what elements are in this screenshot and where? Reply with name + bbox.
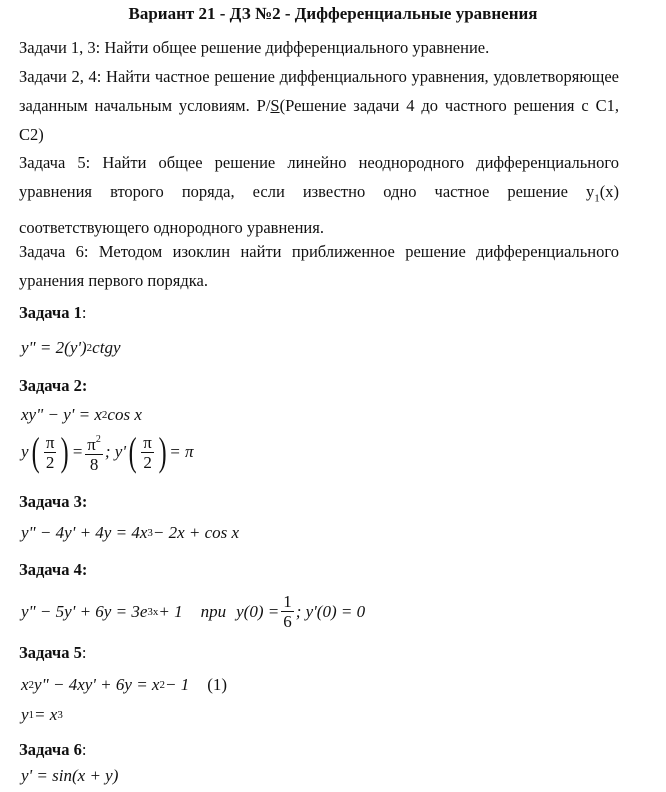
formula-part: y — [21, 442, 29, 461]
fraction-denominator: 2 — [143, 452, 152, 472]
formula-exponent: 3x — [147, 605, 159, 618]
fraction — [85, 430, 103, 474]
task-5-heading — [19, 643, 86, 663]
instruction-text: Задачи 2, 4: Найти частное решение диффенциального уравнения, удовлетворяющее заданным начальным условиям. P/ — [19, 67, 619, 115]
task-1-heading — [19, 303, 86, 323]
fraction — [281, 592, 294, 631]
task-2-conditions — [21, 430, 193, 474]
task-5-particular-solution — [21, 705, 63, 725]
task-5-equation — [21, 675, 227, 695]
paren-icon: ) — [61, 429, 70, 474]
formula-exponent: 2 — [101, 409, 108, 421]
formula-exponent: 2 — [159, 679, 165, 691]
formula-part: y" − 4xy' + 6y = x — [34, 675, 160, 694]
task-2-heading — [19, 376, 87, 396]
task-4-formula — [21, 592, 365, 631]
fraction — [141, 433, 154, 472]
formula-part: = — [71, 442, 84, 461]
formula-part: − 2x + cos x — [152, 523, 240, 542]
formula-part: ; y' — [104, 442, 126, 461]
formula-part: при — [200, 601, 227, 621]
formula-exponent: 2 — [95, 434, 101, 445]
task-label: Задача 1 — [19, 303, 82, 322]
task-6-formula — [21, 766, 118, 786]
formula-part: y" − 4y' + 4y = 4x — [21, 523, 148, 542]
task-1-formula — [21, 338, 121, 358]
paren-icon: ( — [128, 429, 137, 474]
formula-exponent: 3 — [147, 527, 153, 539]
task-colon: : — [81, 643, 87, 662]
task-label: Задача 2: — [19, 376, 88, 395]
formula-part: ; y'(0) = 0 — [295, 601, 366, 621]
formula-part: π — [87, 435, 96, 454]
task-label: Задача 4: — [19, 560, 88, 579]
paren-icon: ) — [158, 429, 167, 474]
fraction-numerator: π — [143, 432, 152, 452]
fraction-denominator: 6 — [283, 612, 292, 631]
formula-part: y(0) = — [236, 601, 280, 621]
equation-number: (1) — [207, 675, 228, 694]
fraction-numerator: 1 — [283, 592, 292, 611]
task-label: Задача 3: — [19, 492, 88, 511]
task-label: Задача 6 — [19, 740, 82, 759]
instruction-text: (Решение задачи 4 до частного решения с С1, С2) — [19, 96, 619, 144]
formula-part: y' = sin(x + y) — [21, 766, 119, 785]
formula-part: − 1 — [164, 675, 190, 694]
fraction-denominator: 8 — [89, 455, 99, 474]
fraction-numerator — [85, 430, 103, 455]
task-colon: : — [81, 740, 87, 759]
instruction-task-5 — [19, 148, 619, 242]
formula-part: y — [21, 705, 29, 724]
instruction-text: Задачи 1, 3: Найти общее решение дифференциального уравнение. — [19, 38, 490, 57]
instruction-text: Задача 5: Найти общее решение линейно неоднородного дифференциального уравнения второго поряда, если известно одно частное решение y — [19, 153, 619, 201]
fraction — [44, 433, 57, 472]
formula-part: = π — [169, 442, 194, 461]
task-3-formula — [21, 523, 239, 543]
instruction-text: S — [270, 96, 280, 115]
paren-icon: ( — [31, 429, 40, 474]
task-3-heading — [19, 492, 87, 512]
formula-exponent: 2 — [28, 679, 35, 691]
formula-subscript: 1 — [28, 709, 35, 721]
task-6-heading — [19, 740, 86, 760]
formula-part: y" = 2(y') — [21, 338, 87, 357]
instruction-task-6 — [19, 237, 619, 295]
formula-part: cos x — [107, 405, 142, 424]
formula-part: ctgy — [92, 338, 121, 357]
task-label: Задача 5 — [19, 643, 82, 662]
task-2-equation — [21, 405, 142, 425]
formula-exponent: 2 — [86, 342, 93, 354]
fraction-numerator: π — [45, 432, 55, 452]
task-colon: : — [81, 303, 87, 322]
instruction-tasks-2-4 — [19, 62, 619, 149]
formula-part: + 1 — [158, 601, 183, 621]
instruction-text: (x) соответствующего однородного уравнения. — [19, 182, 619, 238]
formula-exponent: 3 — [57, 709, 63, 721]
page-title: Вариант 21 - ДЗ №2 - Дифференциальные уравнения — [128, 4, 538, 23]
formula-part: y" − 5y' + 6y = 3e — [21, 601, 148, 621]
instruction-tasks-1-3 — [19, 33, 619, 62]
task-4-heading — [19, 560, 87, 580]
instruction-subscript: 1 — [594, 192, 600, 205]
formula-part: x — [21, 675, 29, 694]
formula-part: xy" − y' = x — [21, 405, 102, 424]
formula-part: = x — [34, 705, 58, 724]
fraction-denominator: 2 — [45, 452, 55, 472]
instruction-text: Задача 6: Методом изоклин найти приближенное решение дифференциального уранения первого порядка. — [19, 242, 619, 290]
